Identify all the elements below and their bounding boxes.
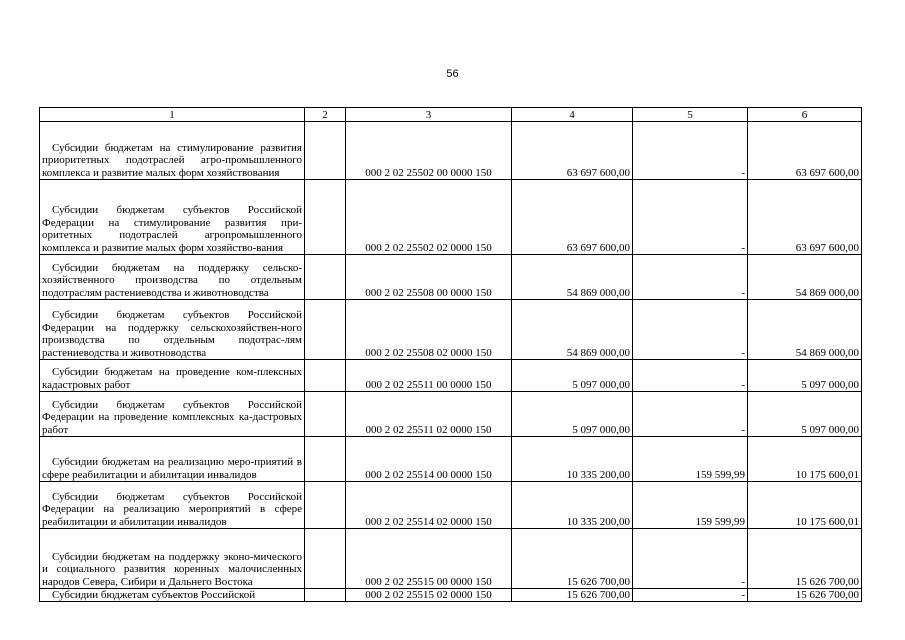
column-6-amount: 10 175 600,01: [748, 437, 862, 482]
planned-amount: 5 097 000,00: [512, 392, 633, 437]
budget-table: [39, 107, 862, 602]
budget-classification-code: 000 2 02 25502 02 0000 150: [346, 180, 512, 255]
planned-amount: 15 626 700,00: [512, 589, 633, 602]
budget-classification-code: 000 2 02 25508 02 0000 150: [346, 300, 512, 360]
row-description: Субсидии бюджетам субъектов Российской: [40, 589, 305, 602]
row-col2: [305, 589, 346, 602]
column-6-amount: 63 697 600,00: [748, 180, 862, 255]
column-header: 4: [512, 108, 633, 122]
planned-amount: 63 697 600,00: [512, 180, 633, 255]
column-5-amount: -: [633, 300, 748, 360]
table-row: [40, 392, 862, 437]
column-6-amount: 54 869 000,00: [748, 255, 862, 300]
column-5-amount: -: [633, 589, 748, 602]
row-col2: [305, 482, 346, 529]
column-5-amount: 159 599,99: [633, 437, 748, 482]
column-5-amount: -: [633, 180, 748, 255]
row-col2: [305, 122, 346, 180]
planned-amount: 10 335 200,00: [512, 437, 633, 482]
column-6-amount: 54 869 000,00: [748, 300, 862, 360]
table-row: [40, 255, 862, 300]
budget-classification-code: 000 2 02 25514 02 0000 150: [346, 482, 512, 529]
table-row: [40, 437, 862, 482]
table-row: [40, 482, 862, 529]
header-row: [40, 108, 862, 122]
table-row: [40, 300, 862, 360]
column-header: 6: [748, 108, 862, 122]
row-description: Субсидии бюджетам на реализацию меро-приятий в сфере реабилитации и абилитации инвалидов: [40, 437, 305, 482]
column-6-amount: 10 175 600,01: [748, 482, 862, 529]
column-5-amount: -: [633, 360, 748, 392]
column-header: 2: [305, 108, 346, 122]
column-header: 3: [346, 108, 512, 122]
column-5-amount: 159 599,99: [633, 482, 748, 529]
planned-amount: 54 869 000,00: [512, 300, 633, 360]
row-description: Субсидии бюджетам на стимулирование развития приоритетных подотраслей агро-промышленного комплекса и развитие малых форм хозяйствования: [40, 122, 305, 180]
budget-classification-code: 000 2 02 25502 00 0000 150: [346, 122, 512, 180]
column-6-amount: 5 097 000,00: [748, 360, 862, 392]
row-col2: [305, 255, 346, 300]
column-6-amount: 15 626 700,00: [748, 529, 862, 589]
column-6-amount: 15 626 700,00: [748, 589, 862, 602]
planned-amount: 5 097 000,00: [512, 360, 633, 392]
column-header: 5: [633, 108, 748, 122]
table-row: [40, 360, 862, 392]
column-header: 1: [40, 108, 305, 122]
table-row: [40, 529, 862, 589]
row-description: Субсидии бюджетам субъектов Российской Федерации на стимулирование развития при-оритетных подотраслей агропромышленного комплекса и развитие малых форм хозяйство-вания: [40, 180, 305, 255]
row-description: Субсидии бюджетам на поддержку сельско-хозяйственного производства по отдельным подотраслям растениеводства и животноводства: [40, 255, 305, 300]
planned-amount: 54 869 000,00: [512, 255, 633, 300]
row-col2: [305, 437, 346, 482]
table-row: [40, 180, 862, 255]
row-description: Субсидии бюджетам субъектов Российской Федерации на реализацию мероприятий в сфере реабилитации и абилитации инвалидов: [40, 482, 305, 529]
row-col2: [305, 180, 346, 255]
budget-classification-code: 000 2 02 25515 02 0000 150: [346, 589, 512, 602]
budget-classification-code: 000 2 02 25514 00 0000 150: [346, 437, 512, 482]
planned-amount: 10 335 200,00: [512, 482, 633, 529]
row-col2: [305, 300, 346, 360]
row-description: Субсидии бюджетам субъектов Российской Федерации на поддержку сельскохозяйствен-ного производства по отдельным подотрас-лям растениеводства и животноводства: [40, 300, 305, 360]
column-5-amount: -: [633, 255, 748, 300]
column-6-amount: 63 697 600,00: [748, 122, 862, 180]
table-row: [40, 122, 862, 180]
column-5-amount: -: [633, 529, 748, 589]
row-description: Субсидии бюджетам на поддержку эконо-мического и социального развития коренных малочисленных народов Севера, Сибири и Дальнего Востока: [40, 529, 305, 589]
planned-amount: 15 626 700,00: [512, 529, 633, 589]
column-5-amount: -: [633, 392, 748, 437]
row-description: Субсидии бюджетам субъектов Российской Федерации на проведение комплексных ка-дастровых работ: [40, 392, 305, 437]
row-col2: [305, 360, 346, 392]
row-col2: [305, 529, 346, 589]
table-row: [40, 589, 862, 602]
budget-classification-code: 000 2 02 25511 02 0000 150: [346, 392, 512, 437]
row-col2: [305, 392, 346, 437]
column-6-amount: 5 097 000,00: [748, 392, 862, 437]
column-5-amount: -: [633, 122, 748, 180]
page-number: 56: [446, 68, 459, 80]
planned-amount: 63 697 600,00: [512, 122, 633, 180]
row-description: Субсидии бюджетам на проведение ком-плексных кадастровых работ: [40, 360, 305, 392]
budget-classification-code: 000 2 02 25508 00 0000 150: [346, 255, 512, 300]
budget-classification-code: 000 2 02 25515 00 0000 150: [346, 529, 512, 589]
budget-classification-code: 000 2 02 25511 00 0000 150: [346, 360, 512, 392]
